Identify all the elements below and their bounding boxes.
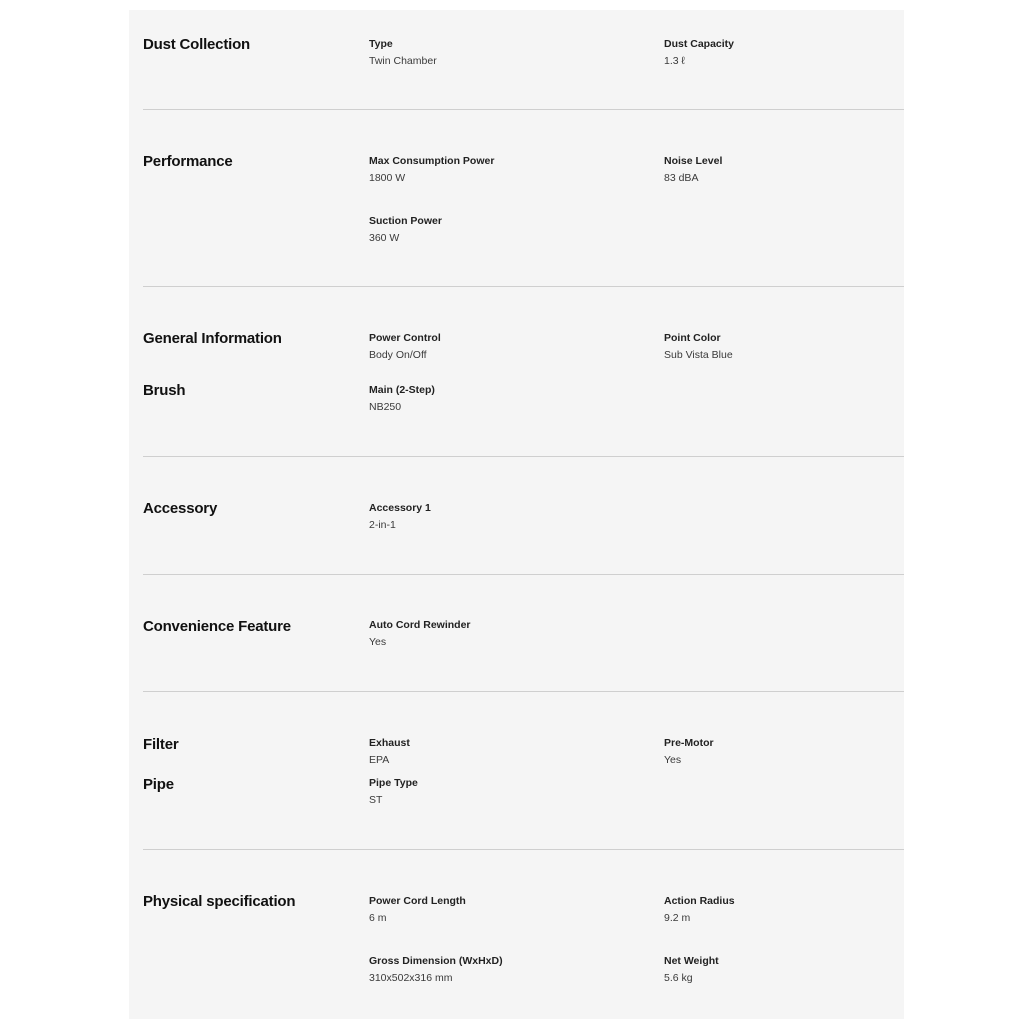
spec-value: 5.6 kg	[664, 972, 693, 984]
spec-value: Twin Chamber	[369, 55, 437, 67]
spec-label: Power Cord Length	[369, 895, 466, 907]
spec-value: Yes	[664, 754, 682, 766]
spec-label: Pipe Type	[369, 777, 418, 789]
spec-value: 9.2 m	[664, 912, 691, 924]
spec-power-cord-length	[369, 894, 466, 925]
spec-value: 310x502x316 mm	[369, 972, 453, 984]
spec-suction-power	[369, 214, 442, 245]
spec-label: Action Radius	[664, 895, 735, 907]
spec-value: ST	[369, 794, 383, 806]
spec-value: NB250	[369, 401, 402, 413]
section-title-filter: Filter	[143, 736, 179, 753]
spec-value: 1800 W	[369, 172, 406, 184]
spec-main-brush	[369, 383, 435, 414]
spec-label: Main (2-Step)	[369, 384, 435, 396]
spec-value: EPA	[369, 754, 390, 766]
section-title-accessory: Accessory	[143, 500, 218, 517]
spec-label: Type	[369, 38, 393, 50]
spec-action-radius	[664, 894, 735, 925]
spec-dust-capacity	[664, 37, 734, 68]
spec-pipe-type	[369, 776, 418, 807]
section-divider	[143, 691, 904, 692]
section-divider	[143, 849, 904, 850]
spec-label: Power Control	[369, 332, 441, 344]
section-divider	[143, 456, 904, 457]
spec-value: Sub Vista Blue	[664, 349, 733, 361]
spec-label: Dust Capacity	[664, 38, 735, 50]
section-divider	[143, 109, 904, 110]
section-divider	[143, 286, 904, 287]
spec-label: Noise Level	[664, 155, 723, 167]
spec-noise-level	[664, 154, 722, 185]
spec-type	[369, 37, 437, 68]
spec-label: Max Consumption Power	[369, 155, 495, 167]
section-title-convenience-feature: Convenience Feature	[143, 618, 291, 635]
spec-label: Net Weight	[664, 955, 719, 967]
spec-label: Accessory 1	[369, 502, 431, 514]
spec-value: 6 m	[369, 912, 387, 924]
spec-value: 83 dBA	[664, 172, 699, 184]
spec-label: Suction Power	[369, 215, 442, 227]
spec-panel	[129, 10, 904, 1019]
spec-point-color	[664, 331, 733, 362]
spec-gross-dimension	[369, 954, 503, 985]
spec-value: 2-in-1	[369, 519, 396, 531]
spec-power-control	[369, 331, 441, 362]
section-divider	[143, 574, 904, 575]
section-title-performance: Performance	[143, 153, 233, 170]
spec-exhaust	[369, 736, 410, 767]
spec-accessory-1	[369, 501, 431, 532]
spec-auto-cord-rewinder	[369, 618, 471, 649]
spec-label: Pre-Motor	[664, 737, 714, 749]
spec-label: Gross Dimension (WxHxD)	[369, 955, 503, 967]
section-title-physical-specification: Physical specification	[143, 893, 296, 910]
spec-label: Auto Cord Rewinder	[369, 619, 471, 631]
spec-net-weight	[664, 954, 719, 985]
section-title-pipe: Pipe	[143, 776, 174, 793]
spec-pre-motor	[664, 736, 714, 767]
spec-value: Body On/Off	[369, 349, 427, 361]
section-title-general-information: General Information	[143, 330, 282, 347]
spec-label: Point Color	[664, 332, 721, 344]
spec-label: Exhaust	[369, 737, 410, 749]
section-title-dust-collection: Dust Collection	[143, 36, 251, 53]
spec-value: 1.3 ℓ	[664, 55, 685, 67]
spec-max-consumption-power	[369, 154, 494, 185]
section-title-brush: Brush	[143, 382, 186, 399]
spec-value: Yes	[369, 636, 387, 648]
spec-value: 360 W	[369, 232, 400, 244]
